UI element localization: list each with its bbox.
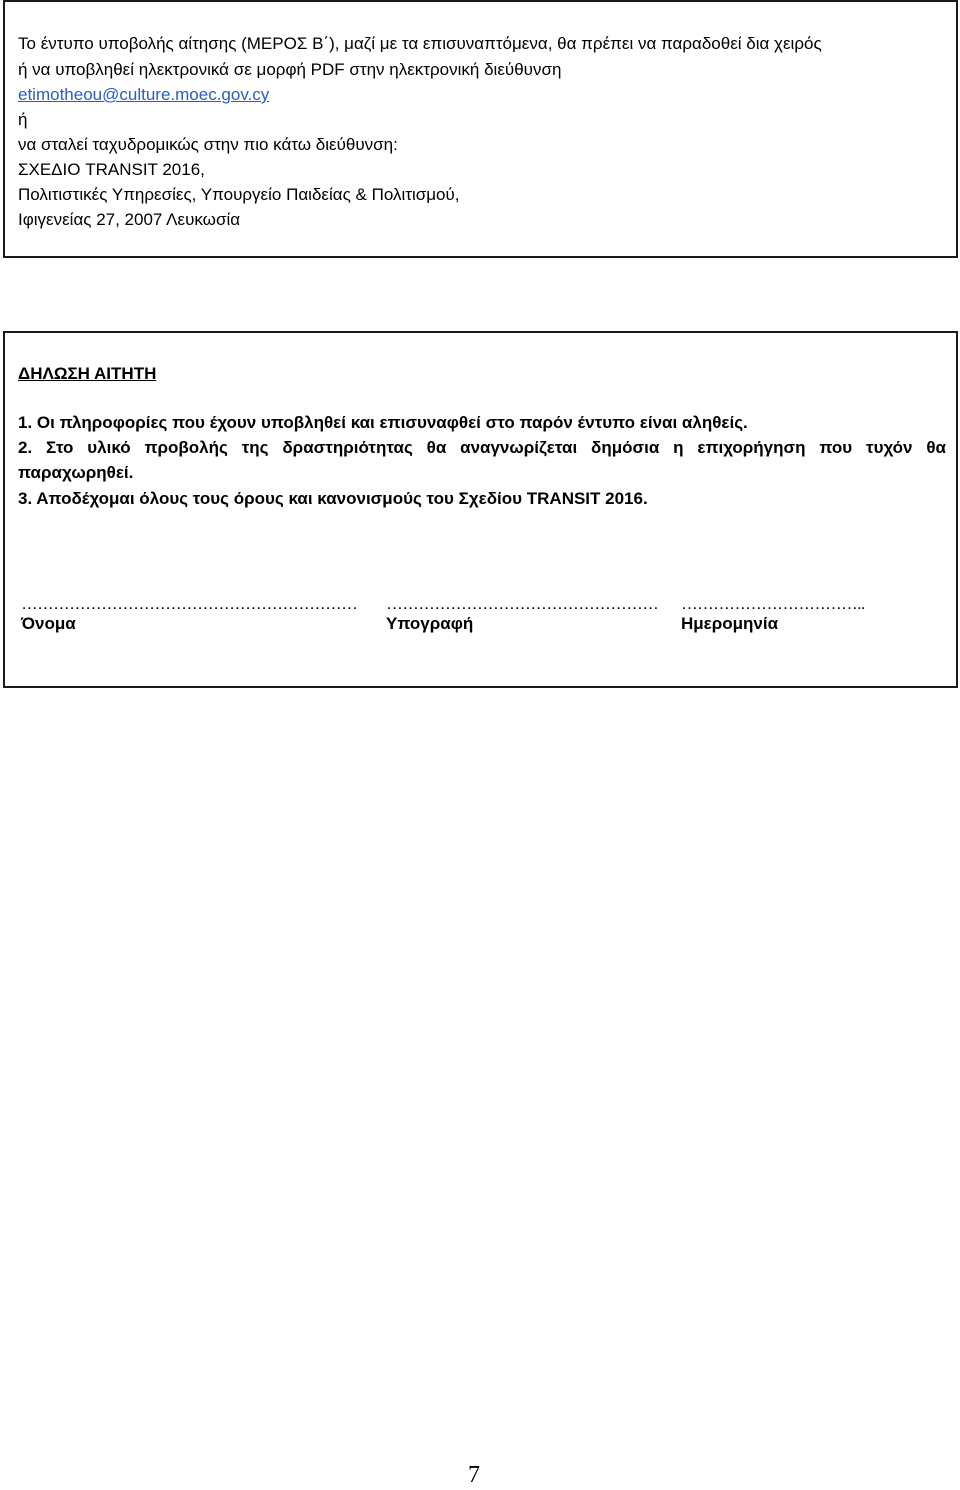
postal-instruction: να σταλεί ταχυδρομικώς στην πιο κάτω διεύθυνση:: [18, 135, 398, 154]
name-label: Όνομα: [21, 614, 76, 633]
applicant-declaration-box: [3, 331, 958, 688]
declaration-item-1: 1. Οι πληροφορίες που έχουν υποβληθεί και επισυναφθεί στο παρόν έντυπο είναι αληθείς.: [18, 413, 748, 432]
address-line-1: ΣΧΕΔΙΟ TRANSIT 2016,: [18, 160, 205, 179]
signature-fill-line[interactable]: ……………………………………………: [386, 594, 658, 613]
signature-label: Υπογραφή: [386, 614, 474, 633]
address-line-3: Ιφιγενείας 27, 2007 Λευκωσία: [18, 210, 241, 229]
name-fill-line[interactable]: ………………………………………………………: [21, 594, 357, 613]
submission-line-2: ή να υποβληθεί ηλεκτρονικά σε μορφή PDF στην ηλεκτρονική διεύθυνση: [18, 60, 562, 79]
declaration-item-2-line-1: 2. Στο υλικό προβολής της δραστηριότητας θα αναγνωρίζεται δημόσια η επιχορήγηση που τυχόν θα: [18, 438, 946, 457]
declaration-item-2-line-2: παραχωρηθεί.: [18, 463, 134, 482]
email-link[interactable]: etimotheou@culture.moec.gov.cy: [18, 85, 270, 104]
declaration-title: ΔΗΛΩΣΗ ΑΙΤΗΤΗ: [18, 364, 157, 383]
date-label: Ημερομηνία: [681, 614, 779, 633]
address-line-2: Πολιτιστικές Υπηρεσίες, Υπουργείο Παιδείας & Πολιτισμού,: [18, 185, 460, 204]
or-text: ή: [18, 110, 28, 129]
submission-line-1: Το έντυπο υποβολής αίτησης (ΜΕΡΟΣ Β΄), μαζί με τα επισυναπτόμενα, θα πρέπει να παραδοθεί δια χειρός: [18, 34, 822, 53]
submission-instructions-box: [3, 0, 958, 258]
declaration-item-3: 3. Αποδέχομαι όλους τους όρους και κανονισμούς του Σχεδίου TRANSIT 2016.: [18, 489, 648, 508]
page-number: 7: [468, 1462, 480, 1488]
date-fill-line[interactable]: ……………………………..: [681, 594, 865, 613]
